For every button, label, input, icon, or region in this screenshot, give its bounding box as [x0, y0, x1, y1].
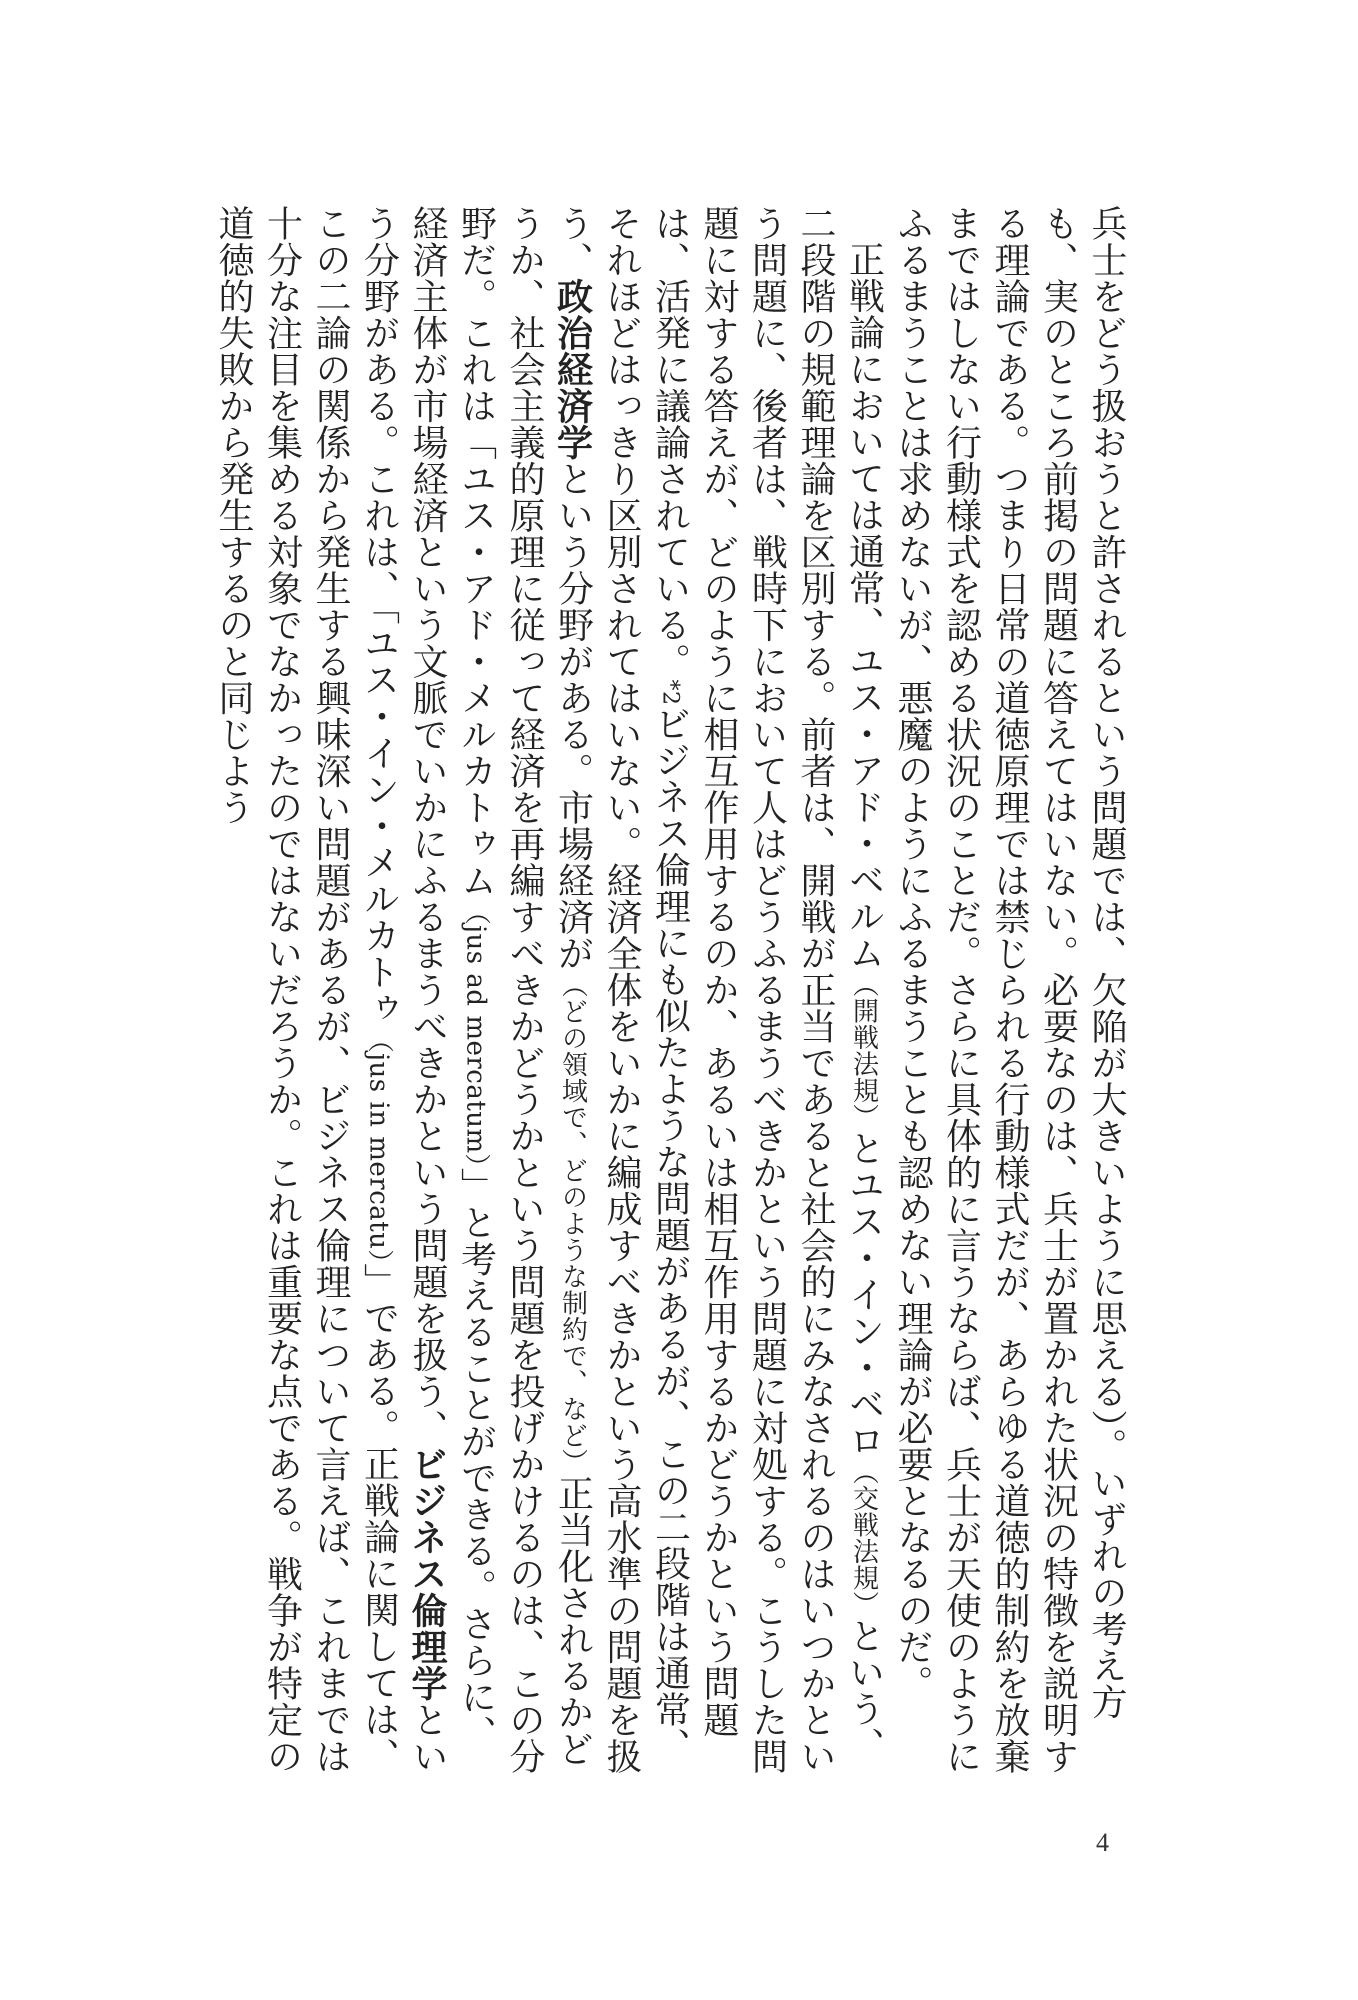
- text-run: 正戦論においては通常、ユス・アド・ベルム: [843, 241, 885, 971]
- paragraph: [209, 205, 888, 1785]
- parenthetical: （jus in mercatu）: [363, 1026, 394, 1263]
- bold-term: 政治経済学: [551, 278, 594, 461]
- text-run: ビジネス倫理にも似たような問題があるが、この二段階は通常、それほどはっきり区別されてはいない。経済全体をいかに編成すべきかという高水準の問題を扱う、: [552, 205, 691, 1775]
- parenthetical: （交戦法規）: [848, 1458, 879, 1618]
- text-run: という分野がある。これは、「ユス・イン・メルカトゥ: [358, 205, 448, 1775]
- text-run: という、二段階の規範理論を区別する。前者は、開戦が正当であると社会的にみなされるのはいつかという問題に、後者は、戦時下において人はどうふるまうべきかという問題に対処する。こうした問題に対する答えが、どのように相互作用するのか、あるいは相互作用するかどうかという問題は、活発に議論されている。: [649, 205, 885, 1775]
- text-run: 」と考えることができる。さらに、経済主体が市場経済という文脈でいかにふるまうべきかという問題を扱う、: [407, 205, 497, 1752]
- text-run: という分野がある。市場経済が: [552, 460, 594, 972]
- page-number: 4: [1096, 1828, 1109, 1857]
- paragraph: [888, 205, 1131, 1785]
- footnote-marker: *2: [657, 679, 683, 706]
- bold-term: ビジネス倫理学: [406, 1446, 448, 1702]
- text-run: 正当化されるかどうか、社会主義的原理に従って経済を再編すべきかどうかという問題を投げかけるのは、この分野だ。これは「ユス・アド・メルカトゥム: [455, 205, 594, 1775]
- text-run: ろ前掲の問題に答えてはいない。必要なのは、兵士が置かれた状況の特徴を説明する理論である。つまり日常の道徳原理では禁じられる行動様式だが、あらゆる道徳的制約を放棄まではしない行動様式を認める状況のことだ。さらに具体的に言うならば、兵士が天使のようにふるまうことは求めないが、悪魔のようにふるまうことも認めない理論が必要となるのだ。: [892, 205, 1079, 1775]
- text-run: とユス・イン・ベロ: [843, 1130, 885, 1459]
- parenthetical: （開戦法規）: [848, 971, 879, 1130]
- text-run: 兵士をどう扱おうと許されるという問題では、欠陥が大きいように思える）。いずれの考え方も、実のとこ: [1037, 205, 1127, 1720]
- parenthetical: （jus ad mercatum）: [460, 898, 491, 1168]
- body-text: [209, 205, 1131, 1785]
- parenthetical: （どの領域で、どのような制約で、など）: [557, 971, 588, 1475]
- text-run: 」である。正戦論に関しては、この二論の関係から発生する興味深い問題があるが、ビジネス倫理について言えば、これまでは十分な注目を集める対象でなかったのではないだろうか。これは重要な点である。戦争が特定の道徳的失敗から発生するのと同じよう: [213, 205, 400, 1775]
